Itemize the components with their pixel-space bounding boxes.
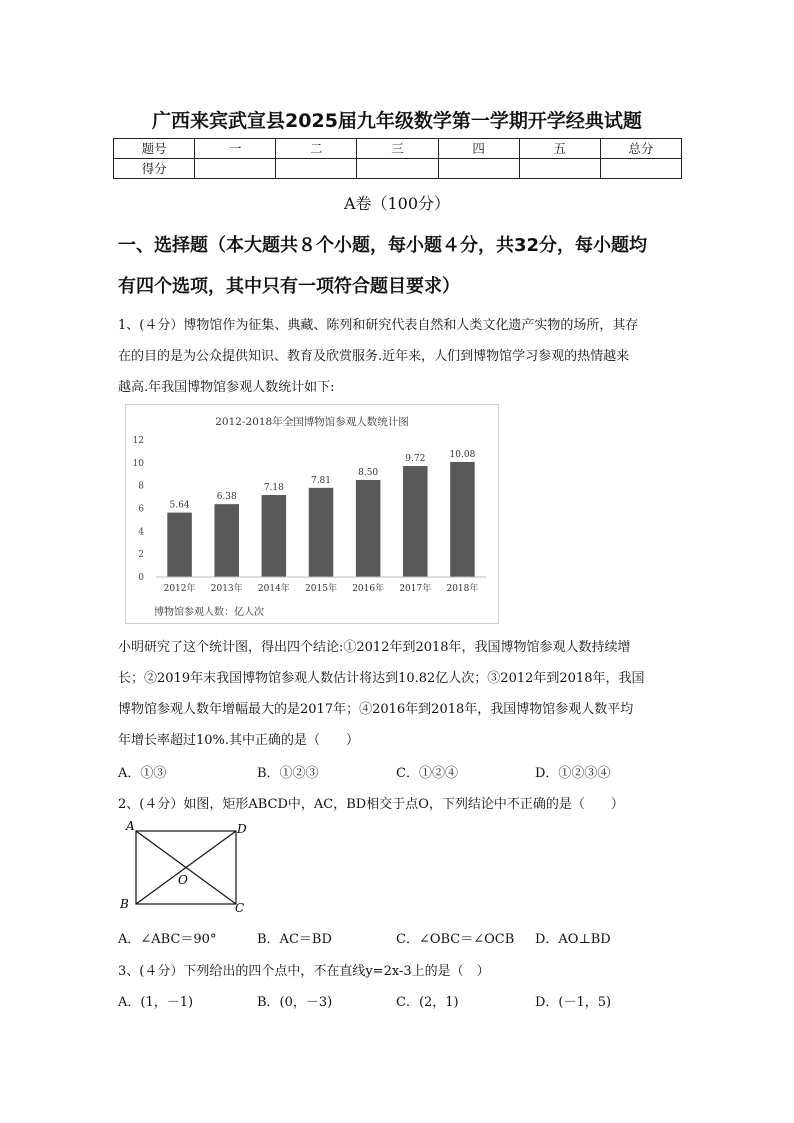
q3-stem: 3、(４分）下列给出的四个点中，不在直线y=2x-3上的是（ ） bbox=[118, 964, 490, 979]
score-header-cell: 二 bbox=[276, 139, 357, 159]
q3-option-b[interactable]: B．(0，－3) bbox=[257, 995, 333, 1010]
q1-option-b[interactable]: B．①②③ bbox=[257, 766, 319, 781]
q1-option-d[interactable]: D．①②③④ bbox=[535, 766, 611, 781]
x-tick-label: 2018年 bbox=[446, 584, 479, 594]
score-cell[interactable] bbox=[438, 159, 519, 179]
score-table-header-row bbox=[114, 139, 682, 159]
x-axis-labels bbox=[164, 582, 479, 594]
bar-2015年 bbox=[309, 488, 334, 577]
bar-value-label: 6.38 bbox=[216, 492, 237, 503]
q1-stem-line2: 在的目的是为公众提供知识、教育及欣赏服务.近年来，人们到博物馆学习参观的热情越来 bbox=[118, 349, 630, 364]
q1-analysis-line2: 长；②2019年末我国博物馆参观人数估计将达到10.82亿人次；③2012年到2018年，我国 bbox=[118, 671, 645, 686]
x-tick-label: 2013年 bbox=[210, 584, 243, 594]
label-b: B bbox=[120, 897, 129, 911]
score-header-cell: 五 bbox=[519, 139, 600, 159]
q1-analysis-line3: 博物馆参观人数年增幅最大的是2017年；④2016年到2018年，我国博物馆参观人数平均 bbox=[118, 702, 634, 717]
x-tick-label: 2015年 bbox=[305, 584, 337, 594]
bar-value-label: 9.72 bbox=[405, 454, 426, 465]
score-header-cell: 一 bbox=[195, 139, 276, 159]
score-cell[interactable] bbox=[276, 159, 357, 179]
bar-value-label: 7.81 bbox=[310, 475, 332, 486]
bar-chart bbox=[125, 404, 499, 624]
q1-option-a[interactable]: A．①③ bbox=[118, 766, 167, 781]
x-tick-label: 2017年 bbox=[399, 584, 432, 594]
q3-option-c[interactable]: C．(2，1) bbox=[396, 995, 459, 1010]
x-tick-label: 2016年 bbox=[352, 584, 385, 594]
rectangle-abcd-figure bbox=[115, 816, 255, 916]
score-cell[interactable] bbox=[600, 159, 681, 179]
bar-2018年 bbox=[450, 462, 475, 577]
y-tick-label: 2 bbox=[138, 550, 144, 561]
q1-stem-line3: 越高.年我国博物馆参观人数统计如下: bbox=[118, 380, 335, 395]
bar-2014年 bbox=[262, 495, 287, 577]
y-axis-ticks bbox=[133, 436, 145, 583]
bar-2017年 bbox=[403, 466, 428, 577]
y-tick-label: 12 bbox=[132, 436, 144, 446]
chart-unit-note: 博物馆参观人数：亿人次 bbox=[154, 607, 264, 618]
section-heading-line2: 有四个选项，其中只有一项符合题目要求） bbox=[118, 276, 460, 297]
bar-chart-svg bbox=[126, 405, 498, 623]
q2-option-d[interactable]: D．AO⊥BD bbox=[535, 932, 611, 947]
q1-analysis-line1: 小明研究了这个统计图，得出四个结论:①2012年到2018年，我国博物馆参观人数持续增 bbox=[118, 640, 631, 655]
x-tick-label: 2014年 bbox=[257, 584, 290, 594]
page-title: 广西来宾武宣县2025届九年级数学第一学期开学经典试题 bbox=[152, 110, 642, 132]
bar-2012年 bbox=[167, 513, 192, 577]
bar-2013年 bbox=[214, 504, 239, 577]
x-tick-label: 2012年 bbox=[163, 584, 196, 594]
y-tick-label: 8 bbox=[138, 481, 144, 492]
q2-stem: 2、(４分）如图，矩形ABCD中，AC，BD相交于点O，下列结论中不正确的是（ ） bbox=[118, 797, 624, 812]
chart-title: 2012-2018年全国博物馆参观人数统计图 bbox=[215, 416, 409, 428]
score-table bbox=[113, 138, 682, 179]
score-cell[interactable] bbox=[519, 159, 600, 179]
score-table-score-row bbox=[114, 159, 682, 179]
q1-analysis-line4: 年增长率超过10%.其中正确的是（ ） bbox=[118, 733, 360, 748]
q2-option-a[interactable]: A．∠ABC＝90° bbox=[118, 932, 217, 947]
score-row-label: 得分 bbox=[114, 159, 195, 179]
q3-option-d[interactable]: D．(－1，5) bbox=[535, 995, 612, 1010]
q1-option-c[interactable]: C．①②④ bbox=[396, 766, 458, 781]
score-cell[interactable] bbox=[357, 159, 438, 179]
y-tick-label: 6 bbox=[138, 504, 144, 515]
bar-value-label: 10.08 bbox=[449, 449, 476, 460]
section-heading-line1: 一、选择题（本大题共８个小题，每小题４分，共32分，每小题均 bbox=[118, 235, 648, 256]
bar-2016年 bbox=[356, 480, 381, 577]
q2-option-b[interactable]: B．AC＝BD bbox=[257, 932, 332, 947]
label-a: A bbox=[126, 819, 135, 833]
label-c: C bbox=[235, 901, 245, 915]
score-header-cell: 三 bbox=[357, 139, 438, 159]
y-tick-label: 0 bbox=[138, 573, 144, 583]
q2-option-c[interactable]: C．∠OBC＝∠OCB bbox=[396, 932, 515, 947]
bar-value-label: 5.64 bbox=[169, 500, 190, 511]
bar-value-label: 8.50 bbox=[358, 467, 379, 478]
q1-stem-line1: 1、(４分）博物馆作为征集、典藏、陈列和研究代表自然和人类文化遗产实物的场所，其存 bbox=[118, 318, 639, 333]
section-subtitle: A卷（100分） bbox=[343, 194, 451, 213]
score-header-cell: 总分 bbox=[600, 139, 681, 159]
label-d: D bbox=[237, 822, 247, 836]
score-header-cell: 四 bbox=[438, 139, 519, 159]
y-tick-label: 4 bbox=[138, 527, 144, 538]
q3-option-a[interactable]: A．(1，－1) bbox=[118, 995, 194, 1010]
bar-value-label: 7.18 bbox=[263, 483, 284, 494]
y-tick-label: 10 bbox=[132, 458, 144, 469]
score-cell[interactable] bbox=[195, 159, 276, 179]
score-header-cell: 题号 bbox=[114, 139, 195, 159]
label-o: O bbox=[178, 873, 188, 887]
